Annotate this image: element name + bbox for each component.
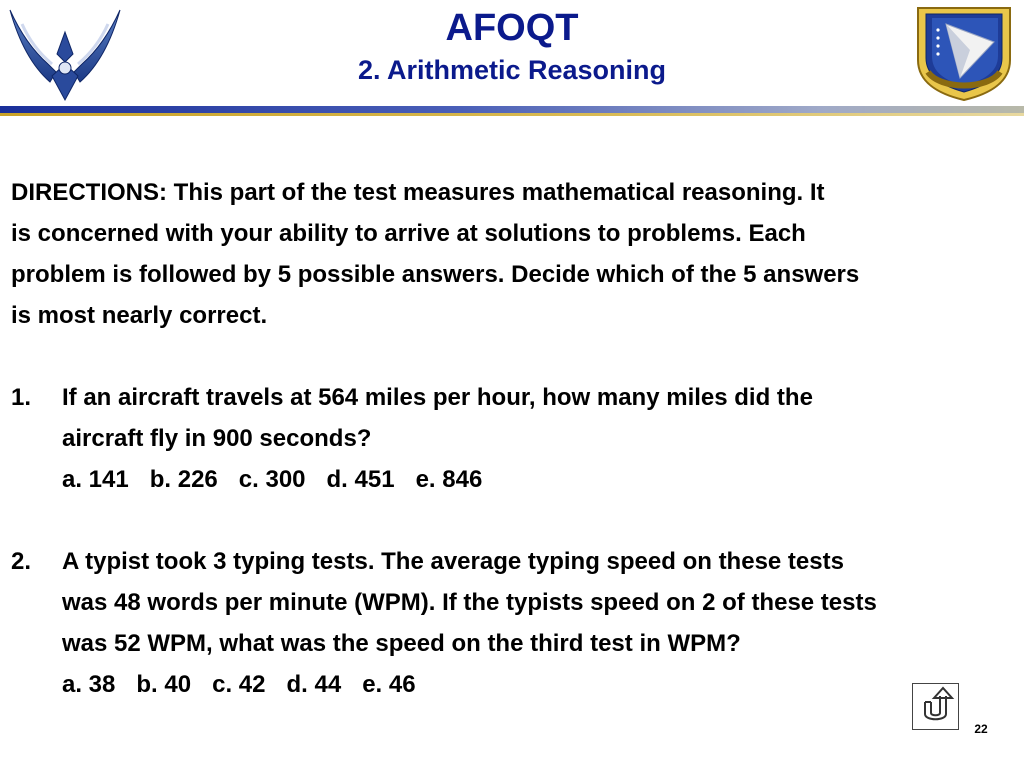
directions-line: is most nearly correct. [11, 302, 268, 329]
directions-line: DIRECTIONS: This part of the test measures mathematical reasoning. It [11, 179, 825, 206]
question-number: 1. [11, 384, 32, 411]
page-number: 22 [974, 722, 988, 736]
answer-options [11, 664, 1021, 705]
answer-option: d. 44 [286, 671, 342, 698]
question-text: A typist took 3 typing tests. The average typing speed on these tests [62, 548, 844, 575]
header-rule-blue [0, 106, 1024, 113]
answer-option: c. 300 [238, 466, 306, 493]
answer-option: b. 40 [136, 671, 192, 698]
answer-option: e. 846 [415, 466, 483, 493]
question-2 [11, 541, 1021, 582]
directions-line: problem is followed by 5 possible answers. Decide which of the 5 answers [11, 261, 860, 288]
answer-option: a. 141 [62, 466, 129, 493]
question-text: was 52 WPM, what was the speed on the third test in WPM? [62, 630, 741, 657]
question-number: 2. [11, 548, 32, 575]
return-arrow-icon [913, 684, 958, 729]
slide-body [11, 172, 1021, 705]
answer-options [11, 459, 1021, 500]
afrl-shield-logo [910, 2, 1018, 102]
directions-line: is concerned with your ability to arrive at solutions to problems. Each [11, 220, 806, 247]
answer-option: d. 451 [326, 466, 395, 493]
page-subtitle: 2. Arithmetic Reasoning [357, 55, 667, 85]
question-text: aircraft fly in 900 seconds? [62, 425, 372, 452]
answer-option: e. 46 [362, 671, 416, 698]
answer-option: a. 38 [62, 671, 116, 698]
answer-option: b. 226 [149, 466, 218, 493]
page-title: AFOQT [445, 7, 579, 49]
question-text: was 48 words per minute (WPM). If the typists speed on 2 of these tests [62, 589, 877, 616]
return-button[interactable] [912, 683, 959, 730]
header-rule-gold [0, 113, 1024, 116]
answer-option: c. 42 [212, 671, 266, 698]
question-text: If an aircraft travels at 564 miles per hour, how many miles did the [62, 384, 813, 411]
question-1 [11, 377, 1021, 418]
